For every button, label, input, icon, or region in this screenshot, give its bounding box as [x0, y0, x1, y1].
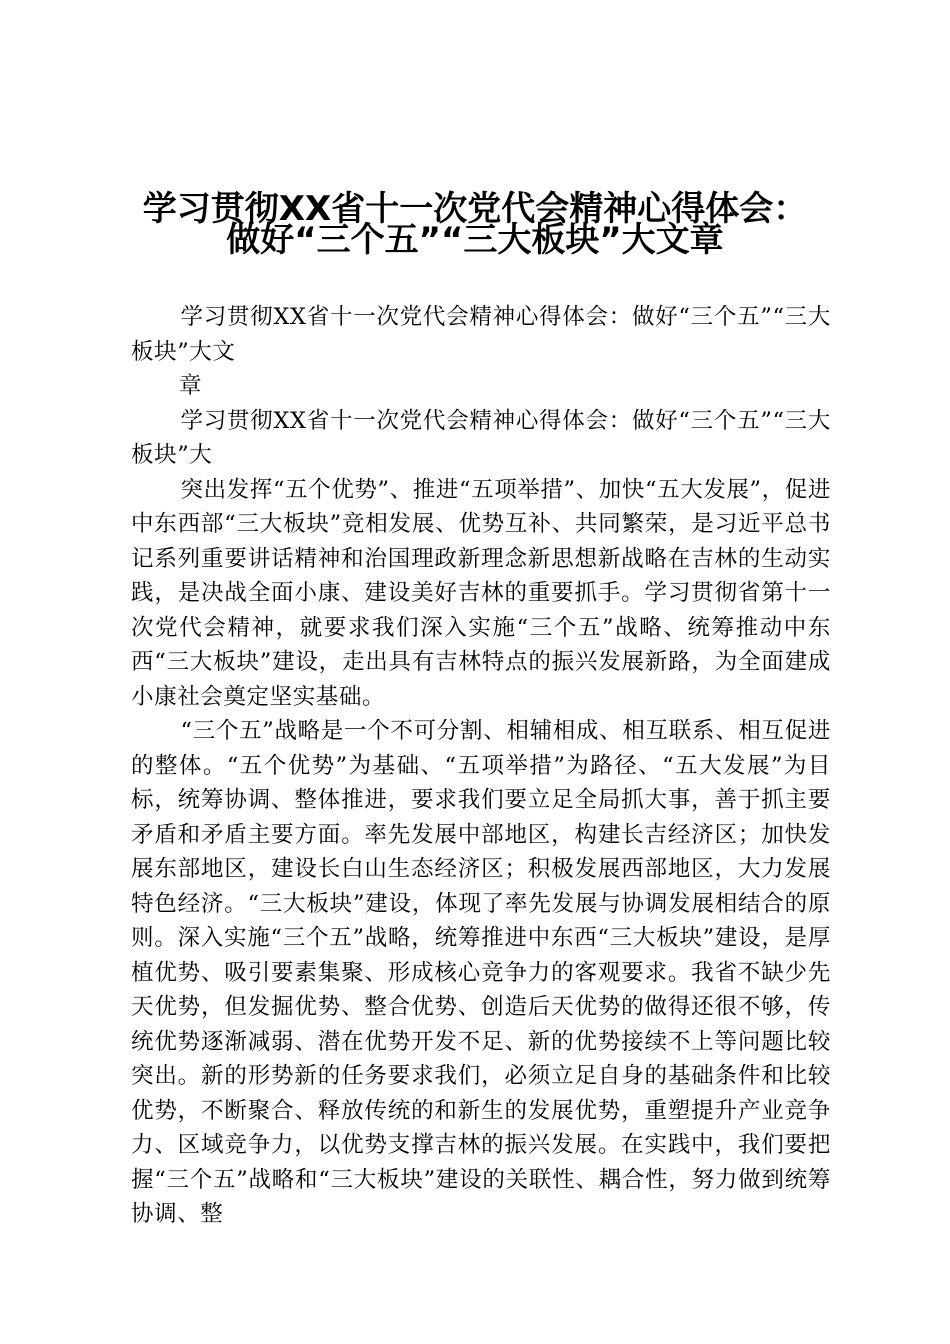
body-paragraph: 学习贯彻XX省十一次党代会精神心得体会：做好“三个五”“三大板块”大文 — [131, 304, 831, 365]
body-paragraph: “三个五”战略是一个不可分割、相辅相成、相互联系、相互促进的整体。“五个优势”为基础、“五项举措”为路径、“五大发展”为目标，统筹协调、整体推进，要求我们要立足全局抓大事，善于抓主要矛盾和矛盾主要方面。率先发展中部地区，构建长吉经济区；加快发展东部地区，建设长白山生态经济区；积极发展西部地区，大力发展特色经济。“三大板块”建设，体现了率先发展与协调发展相结合的原则。深入实施“三个五”战略，统筹推进中东西“三大板块”建设，是厚植优势、吸引要素集聚、形成核心竞争力的客观要求。我省不缺少先天优势，但发掘优势、整合优势、创造后天优势的做得还很不够，传统优势逐渐减弱、潜在优势开发不足、新的优势接续不上等问题比较突出。新的形势新的任务要求我们，必须立足自身的基础条件和比较优势，不断聚合、释放传统的和新生的发展优势，重塑提升产业竞争力、区域竞争力，以优势支撑吉林的振兴发展。在实践中，我们要把握“三个五”战略和“三大板块”建设的关联性、耦合性，努力做到统筹协调、整 — [131, 718, 831, 1227]
document-title-line-2: 做好“三个五”“三大板块”大文章 — [226, 220, 724, 260]
body-paragraph: 章 — [179, 373, 203, 399]
body-paragraph: 学习贯彻XX省十一次党代会精神心得体会：做好“三个五”“三大板块”大 — [131, 407, 831, 468]
document-title-line-1: 学习贯彻XX省十一次党代会精神心得体会： — [142, 189, 808, 229]
document-body — [131, 300, 831, 1232]
body-paragraph: 突出发挥“五个优势”、推进“五项举措”、加快“五大发展”，促进中东西部“三大板块”竞相发展、优势互补、共同繁荣，是习近平总书记系列重要讲话精神和治国理政新理念新思想新战略在吉林的生动实践，是决战全面小康、建设美好吉林的重要抓手。学习贯彻省第十一次党代会精神，就要求我们深入实施“三个五”战略、统筹推动中东西“三大板块”建设，走出具有吉林特点的振兴发展新路，为全面建成小康社会奠定坚实基础。 — [131, 476, 831, 710]
